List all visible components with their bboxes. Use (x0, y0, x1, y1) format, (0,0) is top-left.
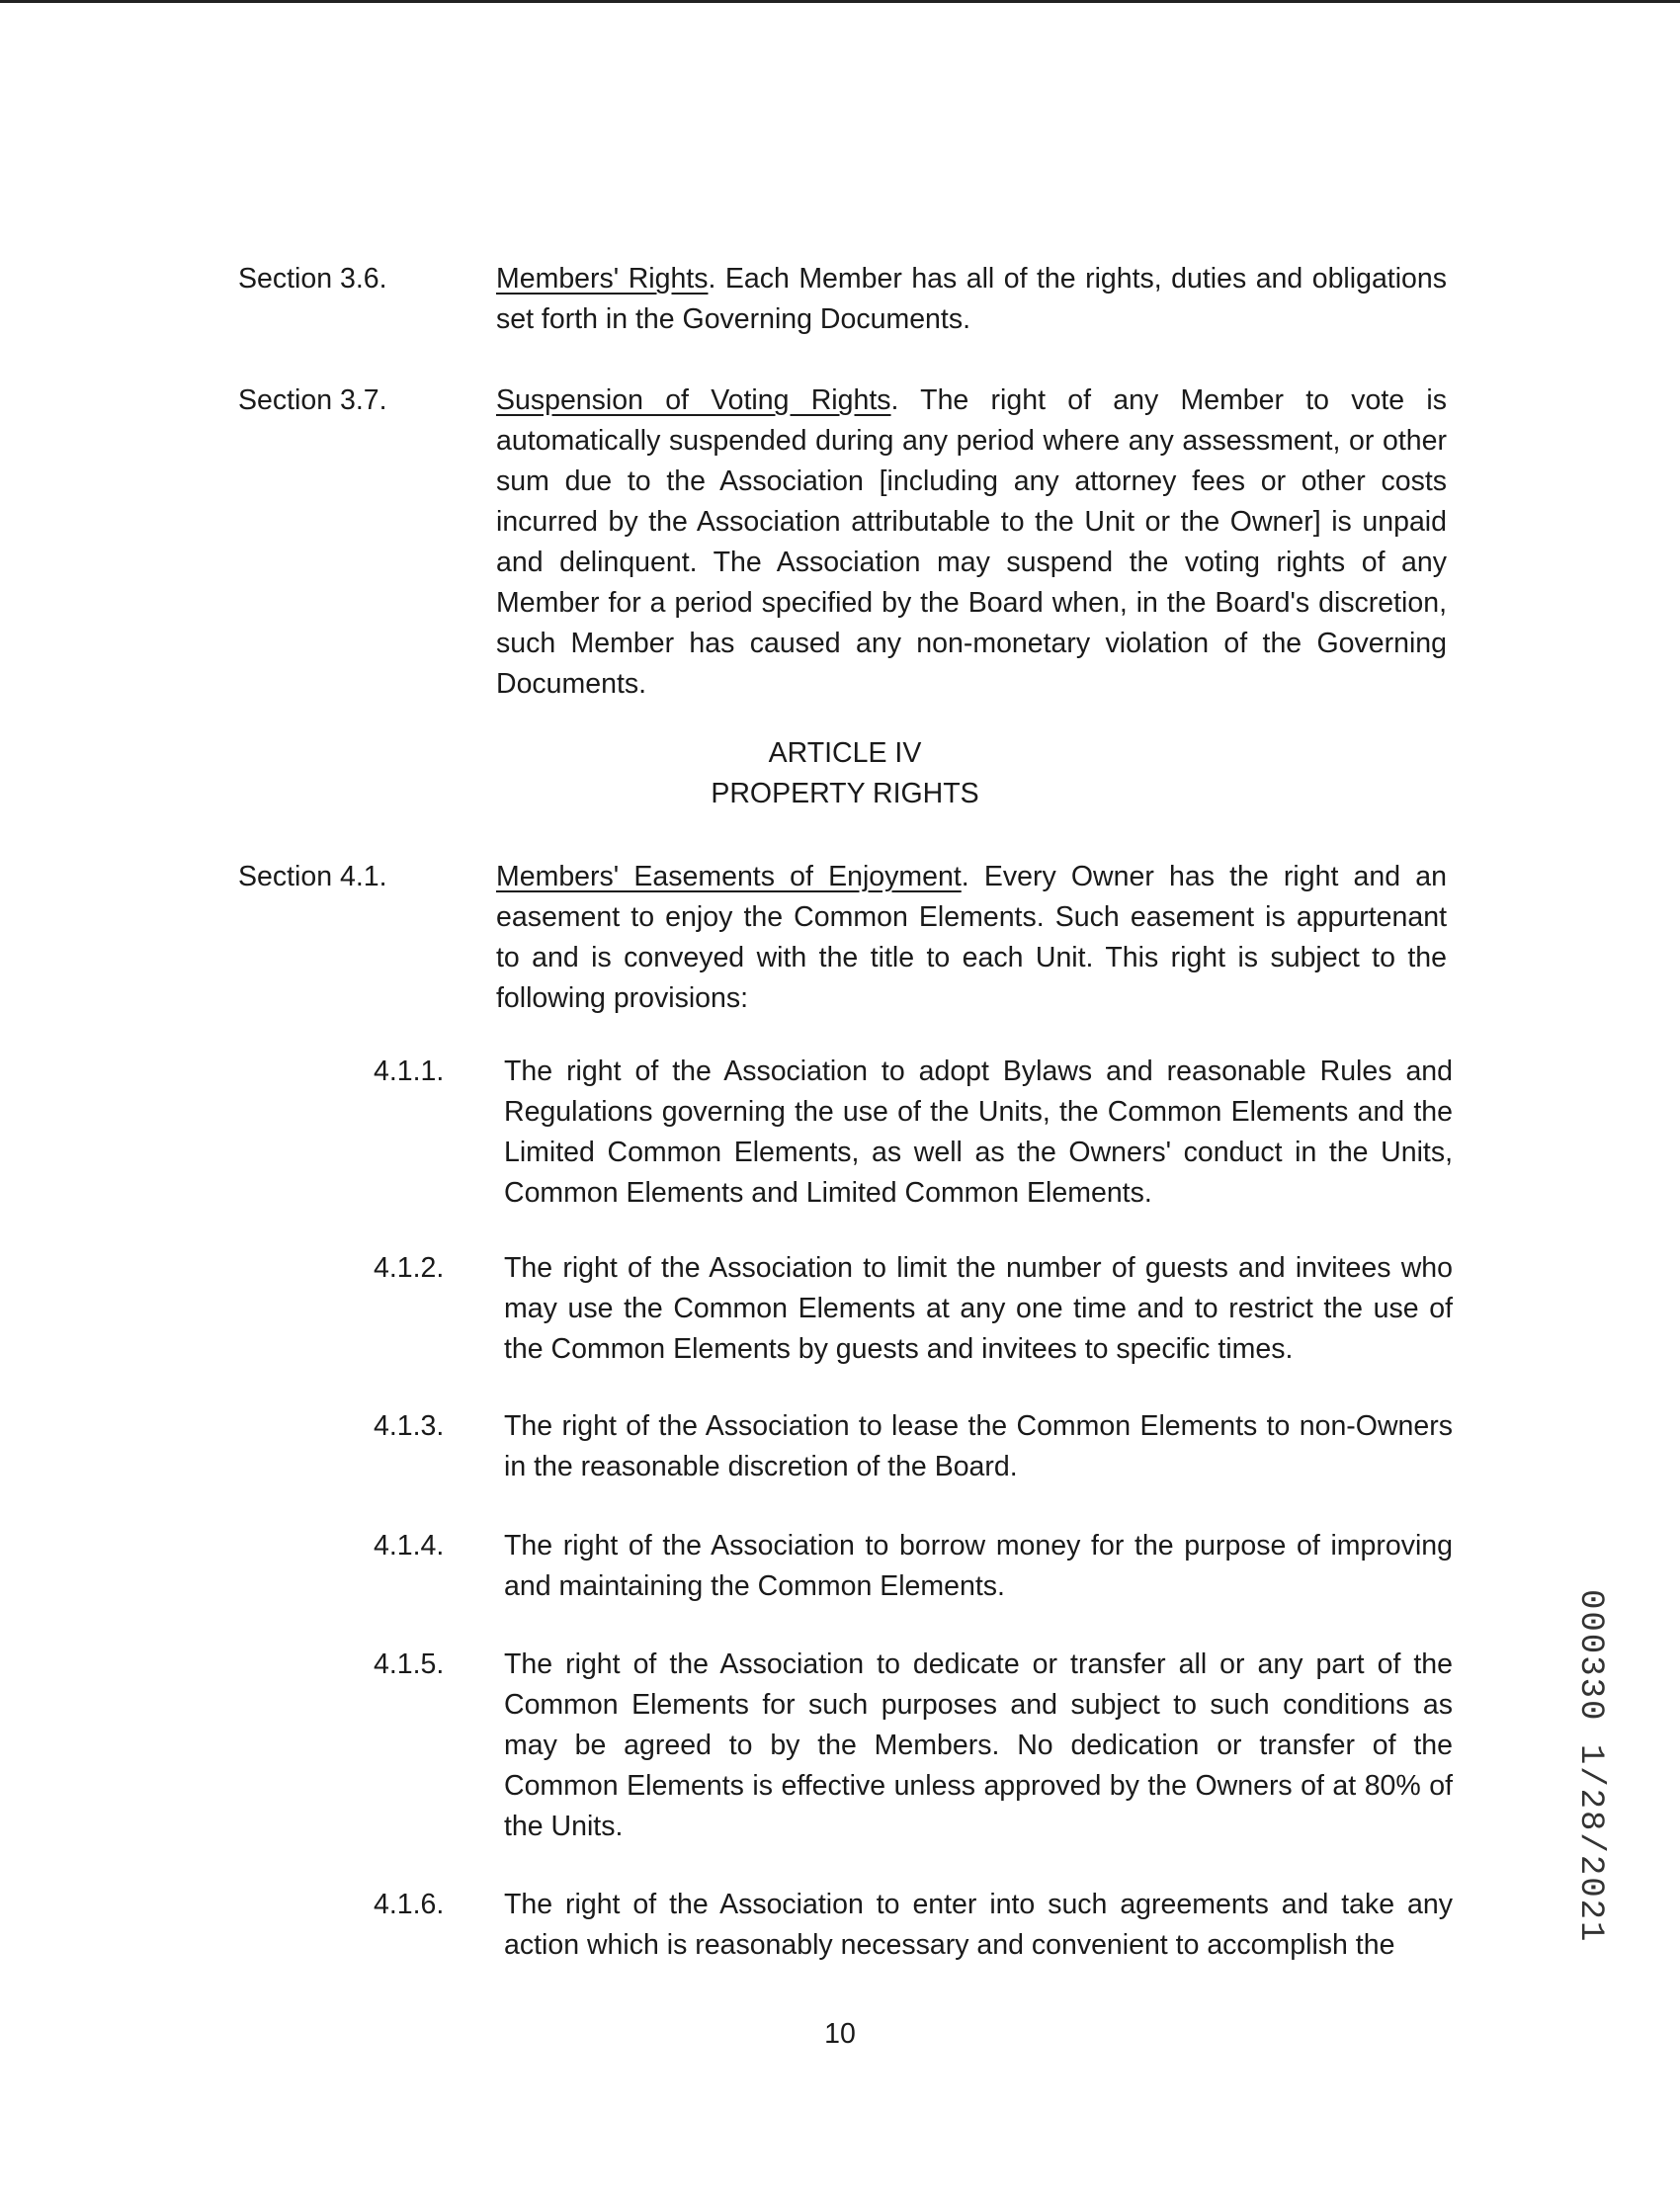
subsection-label: 4.1.5. (374, 1648, 445, 1680)
section-text: . Each Member has all of the rights, duties and obligations set forth in the Governing Documents. (496, 263, 1447, 335)
page-number: 10 (824, 2018, 856, 2050)
section-text: . The right of any Member to vote is automatically suspended during any period where any assessment, or other sum due to the Association [including any attorney fees or other costs incurred by the Association attributable to the Unit or the Owner] is unpaid and delinquent. The Association may suspend the voting rights of any Member for a period specified by the Board when, in the Board's discretion, such Member has caused any non-monetary violation of the Governing Documents. (496, 384, 1447, 700)
subsection-text: The right of the Association to borrow money for the purpose of improving and maintaining the Common Elements. (504, 1530, 1453, 1602)
section-body (496, 380, 1447, 705)
subsection-label: 4.1.3. (374, 1410, 445, 1442)
scan-top-edge (0, 0, 1680, 3)
subsection-label: 4.1.1. (374, 1056, 445, 1087)
article-heading (0, 733, 1680, 814)
section-text: . Every Owner has the right and an easement to enjoy the Common Elements. Such easement is appurtenant to and is conveyed with the title to each Unit. This right is subject to the following provisions: (496, 861, 1447, 1014)
section-body (496, 259, 1447, 340)
article-title: PROPERTY RIGHTS (711, 778, 979, 809)
section-label: Section 3.7. (238, 384, 387, 416)
section-body (496, 857, 1447, 1019)
subsection-text: The right of the Association to adopt Bylaws and reasonable Rules and Regulations governing the use of the Units, the Common Elements and the Limited Common Elements, as well as the Owners' conduct in the Units, Common Elements and Limited Common Elements. (504, 1056, 1453, 1209)
subsection-label: 4.1.2. (374, 1252, 445, 1284)
subsection-label: 4.1.4. (374, 1530, 445, 1562)
recording-stamp: 000330 1/28/2021 (1571, 1589, 1609, 1944)
article-number: ARTICLE IV (768, 737, 922, 769)
subsection-text: The right of the Association to lease the Common Elements to non-Owners in the reasonable discretion of the Board. (504, 1410, 1453, 1482)
subsection-text: The right of the Association to limit the number of guests and invitees who may use the Common Elements at any one time and to restrict the use of the Common Elements by guests and invitees to specific times. (504, 1252, 1453, 1365)
section-heading: Suspension of Voting Rights (496, 384, 891, 416)
subsection-text: The right of the Association to dedicate or transfer all or any part of the Common Elements for such purposes and subject to such conditions as may be agreed to by the Members. No dedication or transfer of the Common Elements is effective unless approved by the Owners of at 80% of the Units. (504, 1648, 1453, 1842)
subsection-text: The right of the Association to enter into such agreements and take any action which is reasonably necessary and convenient to accomplish the (504, 1889, 1453, 1961)
section-heading: Members' Rights (496, 263, 709, 295)
section-heading: Members' Easements of Enjoyment (496, 861, 962, 892)
section-label: Section 3.6. (238, 263, 387, 295)
section-label: Section 4.1. (238, 861, 387, 892)
subsection-label: 4.1.6. (374, 1889, 445, 1920)
